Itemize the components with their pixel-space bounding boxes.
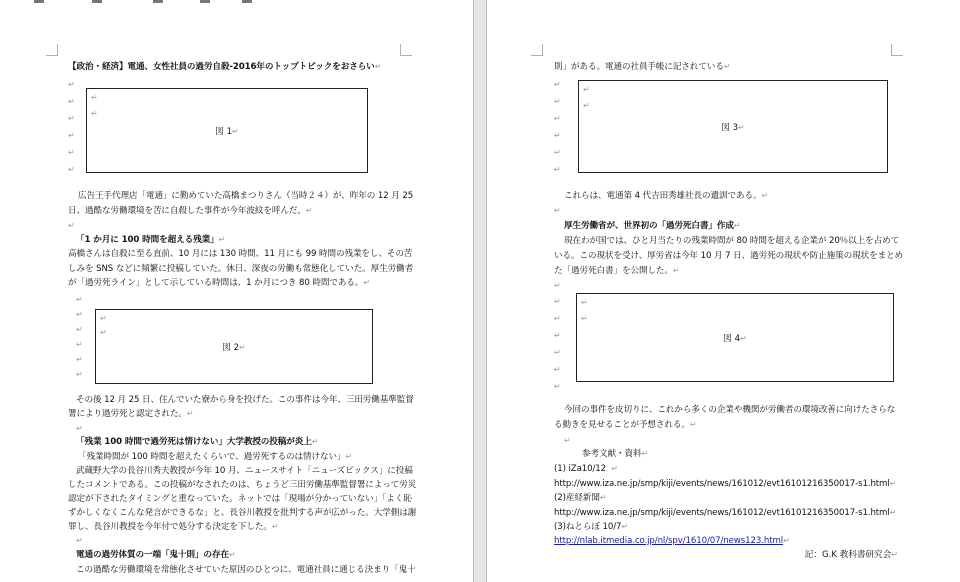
page-gap xyxy=(474,0,486,582)
body-text: 「残業時間が 100 時間を超えたくらいで、過労死するのは情けない」↵ xyxy=(78,452,353,462)
figure-1-caption: 図 1↵ xyxy=(215,126,239,137)
section-heading: 「残業 100 時間で過労死は情けない」大学教授の投稿が炎上↵ xyxy=(76,437,319,447)
reference-url: http://www.iza.ne.jp/smp/kiji/events/news/161012/evt16101216350017-s1.html↵ xyxy=(554,508,897,518)
paragraph-mark: ↵ xyxy=(554,114,561,123)
reference-item: (3)ねとらぼ 10/7↵ xyxy=(554,522,628,532)
body-text: 則」がある。電通の社員手帳に記されている↵ xyxy=(554,62,731,72)
paragraph-mark: ↵ xyxy=(76,340,83,349)
body-text: したコメントである。この投稿がなされたのは、ちょうど三田労働基準監督署によって労災 xyxy=(68,480,417,490)
paragraph-mark: ↵ xyxy=(564,436,571,445)
reference-link-row: http://nlab.itmedia.co.jp/nl/spv/1610/07/news123.html↵ xyxy=(554,536,790,546)
ruler-tick xyxy=(153,0,163,3)
section-heading: 「1 か月に 100 時間を超える残業」↵ xyxy=(76,235,226,245)
document-page-left xyxy=(0,0,474,582)
ruler-tick xyxy=(34,0,44,3)
paragraph-mark: ↵ xyxy=(554,80,561,89)
body-text: 日、過酷な労働環境を苦に自殺した事件が今年波紋を呼んだ。↵ xyxy=(68,206,313,216)
paragraph-mark: ↵ xyxy=(76,355,83,364)
paragraph-mark: ↵ xyxy=(581,314,588,323)
body-text: これらは、電通第 4 代吉田秀雄社長の遺訓である。↵ xyxy=(564,191,769,201)
paragraph-mark: ↵ xyxy=(76,295,83,304)
figure-4-caption: 図 4↵ xyxy=(723,333,747,344)
paragraph-mark: ↵ xyxy=(554,348,561,357)
margin-corner-mark xyxy=(400,44,412,56)
body-text: しみを SNS などに頻繁に投稿していた。休日、深夜の労働も常態化していた。厚生労働者 xyxy=(68,264,414,274)
paragraph-mark: ↵ xyxy=(68,97,75,106)
body-text: る動きを見せることが予想される。↵ xyxy=(554,420,697,430)
margin-corner-mark xyxy=(46,44,58,56)
paragraph-mark: ↵ xyxy=(554,331,561,340)
body-text: その後 12 月 25 日、住んでいた寮から身を投げた。この事件は今年、三田労働基準監督 xyxy=(76,395,414,405)
body-text: 現在わが国では、ひと月当たりの残業時間が 80 時間を超える企業が 20％以上を占めて xyxy=(564,236,900,246)
paragraph-mark: ↵ xyxy=(68,114,75,123)
paragraph-mark: ↵ xyxy=(554,314,561,323)
paragraph-mark: ↵ xyxy=(68,80,75,89)
paragraph-mark: ↵ xyxy=(76,370,83,379)
body-text: た「過労死白書」を公開した。↵ xyxy=(554,266,680,276)
figure-3-caption: 図 3↵ xyxy=(721,122,745,133)
paragraph-mark: ↵ xyxy=(554,382,561,391)
body-text: いる。この現状を受け、厚労省は今年 10 月 7 日、過労死の現状や防止施策の現状をまとめ xyxy=(554,251,904,261)
ruler-tick xyxy=(200,0,210,3)
body-text: 武蔵野大学の長谷川秀夫教授が今年 10 月、ニュースサイト「ニューズピックス」に投稿 xyxy=(76,466,413,476)
figure-1-placeholder[interactable] xyxy=(86,88,368,173)
body-text: ずかしくなくこんな発言ができるな」と、長谷川教授を批判する声が広がった。大学側は謝 xyxy=(68,508,417,518)
paragraph-mark: ↵ xyxy=(76,536,83,545)
paragraph-mark: ↵ xyxy=(554,365,561,374)
body-text: が「過労死ライン」として示している時間は、1 か月につき 80 時間である。↵ xyxy=(68,278,370,288)
paragraph-mark: ↵ xyxy=(68,165,75,174)
body-text: 広告王手代理店「電通」に勤めていた高橋まつりさん（当時２４）が、昨年の 12 月 25 xyxy=(78,191,414,201)
paragraph-mark: ↵ xyxy=(554,148,561,157)
margin-corner-mark xyxy=(891,44,903,56)
body-text: 罪し、長谷川教授を今年付で処分する決定を下した。↵ xyxy=(68,522,279,532)
paragraph-mark: ↵ xyxy=(554,206,561,215)
body-text: この過酷な労働環境を常態化させていた原因のひとつに、電通社員に通じる決まり「鬼十 xyxy=(76,565,416,575)
paragraph-mark: ↵ xyxy=(68,148,75,157)
paragraph-mark: ↵ xyxy=(554,131,561,140)
signature: 記：G.K 教科書研究会↵ xyxy=(804,550,898,560)
body-text: 今回の事件を皮切りに、これから多くの企業や機関が労働者の環境改善に向けたさらな xyxy=(564,405,896,415)
reference-item: (2)産経新聞↵ xyxy=(554,493,607,503)
reference-url: http://www.iza.ne.jp/smp/kiji/events/news/161012/evt16101216350017-s1.html↵ xyxy=(554,479,897,489)
body-text: 高橋さんは自殺に至る直前、10 月には 130 時間、11 月にも 99 時間の残業をし、その苦 xyxy=(68,249,413,259)
paragraph-mark: ↵ xyxy=(583,101,590,110)
paragraph-mark: ↵ xyxy=(583,85,590,94)
paragraph-mark: ↵ xyxy=(68,221,75,230)
ruler-tick xyxy=(92,0,102,3)
paragraph-mark: ↵ xyxy=(100,314,107,323)
paragraph-mark: ↵ xyxy=(91,93,98,102)
ruler-tick xyxy=(242,0,252,3)
references-heading: 参考文献・資料↵ xyxy=(582,449,649,459)
paragraph-mark: ↵ xyxy=(91,109,98,118)
figure-2-caption: 図 2↵ xyxy=(222,342,246,353)
paragraph-mark: ↵ xyxy=(76,310,83,319)
paragraph-mark: ↵ xyxy=(100,328,107,337)
section-heading: 厚生労働省が、世界初の「過労死白書」作成↵ xyxy=(564,221,741,231)
paragraph-mark: ↵ xyxy=(76,325,83,334)
paragraph-mark: ↵ xyxy=(554,297,561,306)
figure-4-placeholder[interactable] xyxy=(576,293,894,382)
paragraph-mark: ↵ xyxy=(554,281,561,290)
margin-corner-mark xyxy=(531,44,543,56)
article-title: 【政治・経済】電通、女性社員の過労自殺-2016年のトップトピックをおさらい↵ xyxy=(68,62,382,72)
paragraph-mark: ↵ xyxy=(68,131,75,140)
document-page-right xyxy=(486,0,960,582)
figure-2-placeholder[interactable] xyxy=(95,309,373,384)
body-text: 署により過労死と認定された。↵ xyxy=(68,409,194,419)
paragraph-mark: ↵ xyxy=(554,165,561,174)
reference-link[interactable]: http://nlab.itmedia.co.jp/nl/spv/1610/07/news123.html xyxy=(554,536,784,546)
figure-3-placeholder[interactable] xyxy=(578,80,888,173)
paragraph-mark: ↵ xyxy=(554,97,561,106)
section-heading: 電通の過労体質の一端「鬼十則」の存在↵ xyxy=(76,550,236,560)
paragraph-mark: ↵ xyxy=(581,298,588,307)
paragraph-mark: ↵ xyxy=(76,424,83,433)
body-text: 認定が下されたタイミングと重なっていた。ネットでは「現場が分かっていない」「よく恥 xyxy=(68,494,412,504)
reference-item: (1) iZa10/12 ↵ xyxy=(554,464,618,474)
